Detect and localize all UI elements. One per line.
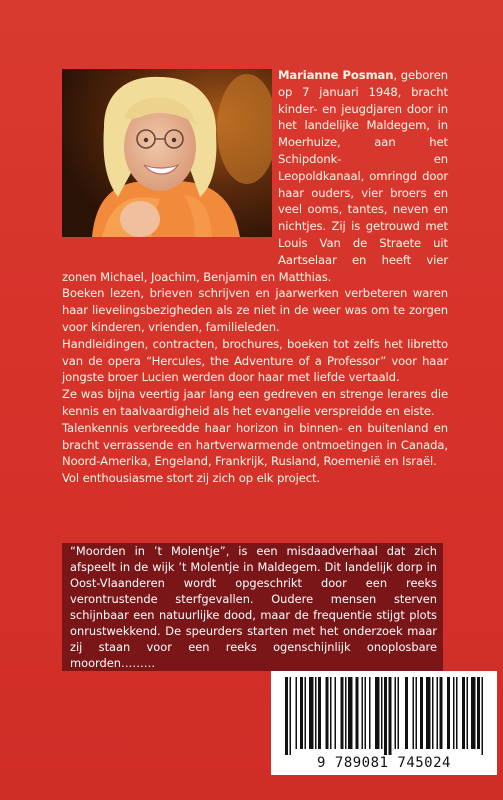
barcode-bar bbox=[437, 677, 439, 749]
barcode-bar bbox=[405, 677, 408, 749]
barcode-bar bbox=[413, 677, 415, 749]
author-biography bbox=[62, 67, 448, 487]
barcode-bar bbox=[426, 677, 431, 749]
barcode-bar bbox=[416, 677, 418, 749]
barcode-bar bbox=[432, 677, 434, 749]
barcode-bar bbox=[477, 677, 480, 749]
bio-paragraph: Ze was bijna veertig jaar lang een gedreven en strenge lerares die kennis en taalvaardigheid als het evangelie verspreidde en eiste. bbox=[62, 387, 448, 418]
barcode-bar bbox=[305, 677, 307, 749]
barcode-bar bbox=[341, 677, 344, 749]
barcode-bar bbox=[365, 677, 367, 749]
barcode-bar bbox=[335, 677, 337, 749]
barcode-bar bbox=[290, 677, 292, 755]
barcode-bar bbox=[381, 677, 383, 749]
barcode-bar bbox=[389, 677, 392, 755]
barcode-bar bbox=[453, 677, 455, 749]
barcode-bar bbox=[326, 677, 329, 749]
bio-paragraph: Vol enthousiasme stort zij zich op elk project. bbox=[62, 471, 321, 486]
barcode-bar bbox=[420, 677, 423, 749]
barcode-bar bbox=[384, 677, 387, 755]
barcode-bar bbox=[309, 677, 314, 749]
bio-paragraph: Talenkennis verbreedde haar horizon in binnen- en buitenland en bracht verrassende en hartverwarmende ontmoetingen in Canada, Noord-Amerika, Engeland, Frankrijk, Rusland, Roemenië en Israël. bbox=[62, 420, 448, 469]
barcode-bar bbox=[447, 677, 450, 749]
book-synopsis-box bbox=[62, 543, 443, 671]
synopsis-text: “Moorden in ’t Molentje”, is een misdaadverhaal dat zich afspeelt in de wijk ’t Molentje in Maldegem. Dit landelijk dorp in Oost-Vlaanderen wordt opgeschrikt door een reeks verontrustende sterfgevallen. Oudere mensen sterven schijnbaar een natuurlijke dood, maar de frequentie stijgt plots onrustwekkend. De speurders starten met het onderzoek maar zij staan voor een reeks ogenschijnlijk onoplosbare moorden……… bbox=[70, 544, 437, 670]
barcode-bar bbox=[356, 677, 359, 749]
barcode-bar bbox=[362, 677, 364, 749]
barcode-bar bbox=[345, 677, 347, 749]
barcode-bar bbox=[462, 677, 465, 749]
barcode-bar bbox=[375, 677, 380, 749]
bio-paragraph: Boeken lezen, brieven schrijven en jaarwerken verbeteren waren haar lievelingsbezigheden als ze niet in de weer was om te zorgen voor kinderen, vrienden, familieleden. bbox=[62, 286, 448, 334]
bio-paragraph: Handleidingen, contracten, brochures, boeken tot zelfs het libretto van de opera “Hercules, the Adventure of a Professor” voor haar jongste broer Lucien werden door haar met liefde vertaald. bbox=[62, 336, 448, 385]
isbn-number: 9 789081 745024 bbox=[317, 755, 451, 771]
barcode-bar bbox=[440, 677, 443, 749]
barcode-bar bbox=[300, 677, 303, 749]
barcode-bar bbox=[285, 677, 288, 755]
barcode-bar bbox=[318, 677, 321, 749]
barcode-bar bbox=[395, 677, 397, 749]
barcode-bar bbox=[482, 677, 484, 755]
barcode-bar bbox=[398, 677, 400, 749]
barcode-bar bbox=[348, 677, 353, 749]
bio-intro-text: , geboren op 7 januari 1948, bracht kinder- en jeugdjaren door in het landelijke Maldegem, in Moerhuize, aan het Schipdonk- en Leopoldkanaal, omringd door haar ouders, vier broers en veel ooms, tantes, neven en nichtjes. Zij is getrouwd met Louis Van de Straete uit Aartselaar en heeft vier zonen Michael, Joachim, Benjamin en Matthias. bbox=[62, 68, 448, 284]
barcode-bar bbox=[456, 677, 458, 749]
barcode-bar bbox=[315, 677, 317, 749]
barcode-bar bbox=[296, 677, 298, 749]
barcode-bar bbox=[467, 677, 469, 749]
author-name: Marianne Posman bbox=[278, 68, 394, 82]
barcode-bar bbox=[330, 677, 332, 749]
barcode-bar bbox=[369, 677, 371, 749]
photo-spacer bbox=[62, 67, 278, 252]
isbn-barcode bbox=[271, 671, 497, 775]
barcode-bar bbox=[471, 677, 476, 749]
